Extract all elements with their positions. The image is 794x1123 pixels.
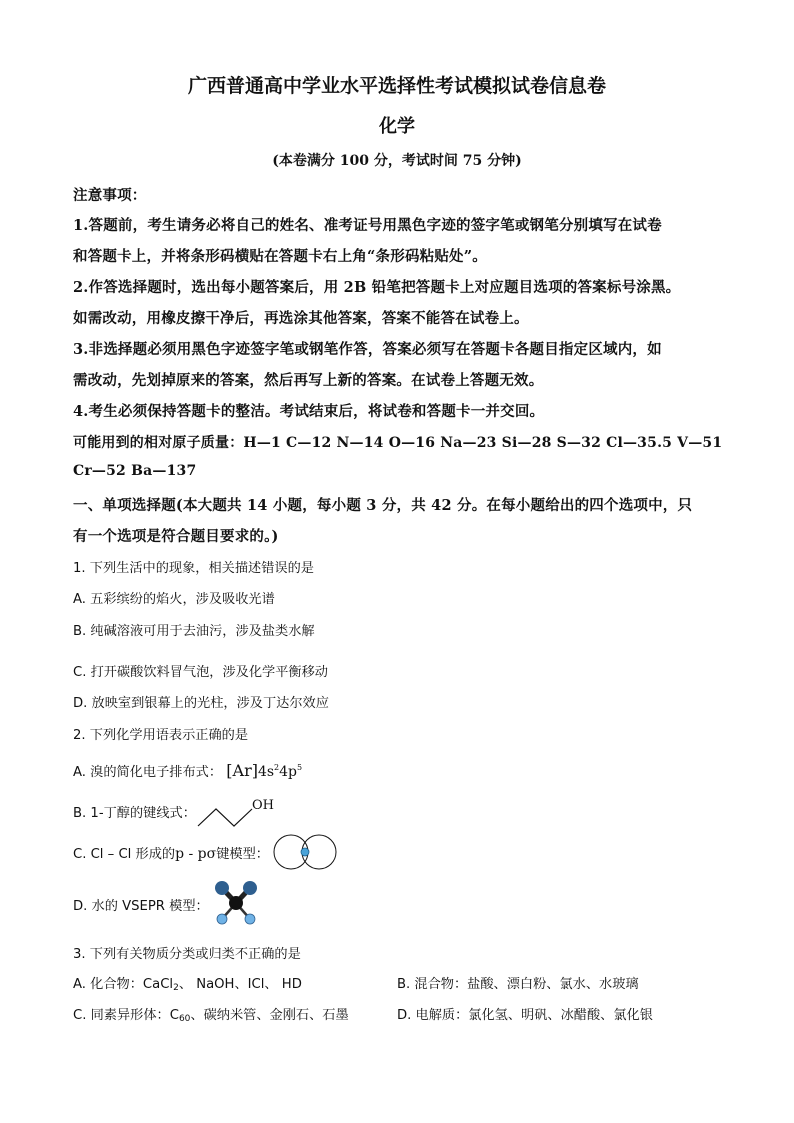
notice-item-3a: 3.非选择题必须用黑色字迹签字笔或钢笔作答，答案必须写在答题卡各题目指定区域内，如 xyxy=(73,341,662,358)
q1-option-c: C. 打开碳酸饮料冒气泡，涉及化学平衡移动 xyxy=(73,665,328,680)
section1-line-b: 有一个选项是符合题目要求的。) xyxy=(73,528,279,545)
q3-a-text-b: 、 NaOH、ICl、 HD xyxy=(178,977,302,992)
notice-item-2b: 如需改动，用橡皮擦干净后，再选涂其他答案，答案不能答在试卷上。 xyxy=(73,310,529,327)
atomic-mass-b: Cr—52 Ba—137 xyxy=(73,463,197,479)
lone-pair-left xyxy=(215,881,229,895)
notice-item-2a: 2.作答选择题时，选出每小题答案后，用 2B 铅笔把答题卡上对应题目选项的答案标号涂黑。 xyxy=(73,279,681,296)
config-4s: 4s xyxy=(257,764,275,780)
q3-option-c xyxy=(73,1004,349,1024)
config-4p-exp: 5 xyxy=(297,763,303,772)
q1-option-a: A. 五彩缤纷的焰火，涉及吸收光谱 xyxy=(73,592,275,607)
notice-heading: 注意事项： xyxy=(73,187,147,204)
notice-item-3b: 需改动，先划掉原来的答案，然后再写上新的答案。在试卷上答题无效。 xyxy=(73,372,544,389)
q3-a-sub: 2 xyxy=(173,983,179,993)
q1-stem: 1. 下列生活中的现象，相关描述错误的是 xyxy=(73,561,314,576)
oxygen-center xyxy=(229,896,243,910)
q3-stem: 3. 下列有关物质分类或归类不正确的是 xyxy=(73,947,301,962)
notice-item-1a: 1.答题前，考生请务必将自己的姓名、准考证号用黑色字迹的签字笔或钢笔分别填写在试卷 xyxy=(73,217,662,234)
lone-pair-right xyxy=(243,881,257,895)
q2-option-c-label xyxy=(73,843,269,862)
hydrogen-right xyxy=(245,914,255,924)
q2-option-b-label: B. 1-丁醇的键线式： xyxy=(73,806,196,821)
subject-title: 化学 xyxy=(379,116,415,137)
q2-stem: 2. 下列化学用语表示正确的是 xyxy=(73,728,249,743)
q3-a-text: A. 化合物：CaCl xyxy=(73,977,174,992)
config-core: [Ar] xyxy=(226,761,258,780)
notice-item-4: 4.考生必须保持答题卡的整洁。考试结束后，将试卷和答题卡一并交回。 xyxy=(73,403,545,420)
q3-option-a xyxy=(73,973,302,993)
hydrogen-left xyxy=(217,914,227,924)
q2-option-a-label: A. 溴的简化电子排布式： xyxy=(73,765,223,780)
atomic-mass-a: 可能用到的相对原子质量：H—1 C—12 N—14 O—16 Na—23 Si—28 S—32 Cl—35.5 V—51 xyxy=(73,435,723,451)
bromine-electron-config xyxy=(226,761,303,780)
p-p-sigma-bond-model xyxy=(271,833,341,871)
q2-c-text-a: C. Cl – Cl 形成的 xyxy=(73,847,176,862)
config-4s-exp: 2 xyxy=(274,763,280,772)
config-4p: 4p xyxy=(279,764,298,780)
notice-item-1b: 和答题卡上，并将条形码横贴在答题卡右上角“条形码粘贴处”。 xyxy=(73,248,487,265)
q3-option-b: B. 混合物：盐酸、漂白粉、氯水、水玻璃 xyxy=(397,977,639,992)
q3-c-sub: 60 xyxy=(178,1014,191,1024)
carbon-chain xyxy=(198,809,252,826)
water-vsepr-model xyxy=(210,878,262,928)
q3-c-text: C. 同素异形体：C xyxy=(73,1008,179,1023)
butanol-skeletal-structure xyxy=(196,796,276,830)
q2-option-d-label: D. 水的 VSEPR 模型： xyxy=(73,899,209,914)
exam-note: (本卷满分 100 分，考试时间 75 分钟) xyxy=(272,153,522,169)
q1-option-b: B. 纯碱溶液可用于去油污，涉及盐类水解 xyxy=(73,624,315,639)
q3-option-d: D. 电解质：氯化氢、明矾、冰醋酸、氯化银 xyxy=(397,1008,653,1023)
q2-option-a xyxy=(73,761,302,780)
overlap-dot xyxy=(301,848,309,856)
hydroxyl-label: OH xyxy=(252,798,274,813)
exam-title: 广西普通高中学业水平选择性考试模拟试卷信息卷 xyxy=(187,75,606,97)
q2-c-text-c: 键模型： xyxy=(216,847,269,862)
q3-c-text-b: 、碳纳米管、金刚石、石墨 xyxy=(190,1008,349,1023)
q2-c-text-b: p - pσ xyxy=(175,846,217,862)
section1-line-a: 一、单项选择题(本大题共 14 小题，每小题 3 分，共 42 分。在每小题给出的四个选项中，只 xyxy=(73,497,693,514)
q1-option-d: D. 放映室到银幕上的光柱，涉及丁达尔效应 xyxy=(73,696,329,711)
